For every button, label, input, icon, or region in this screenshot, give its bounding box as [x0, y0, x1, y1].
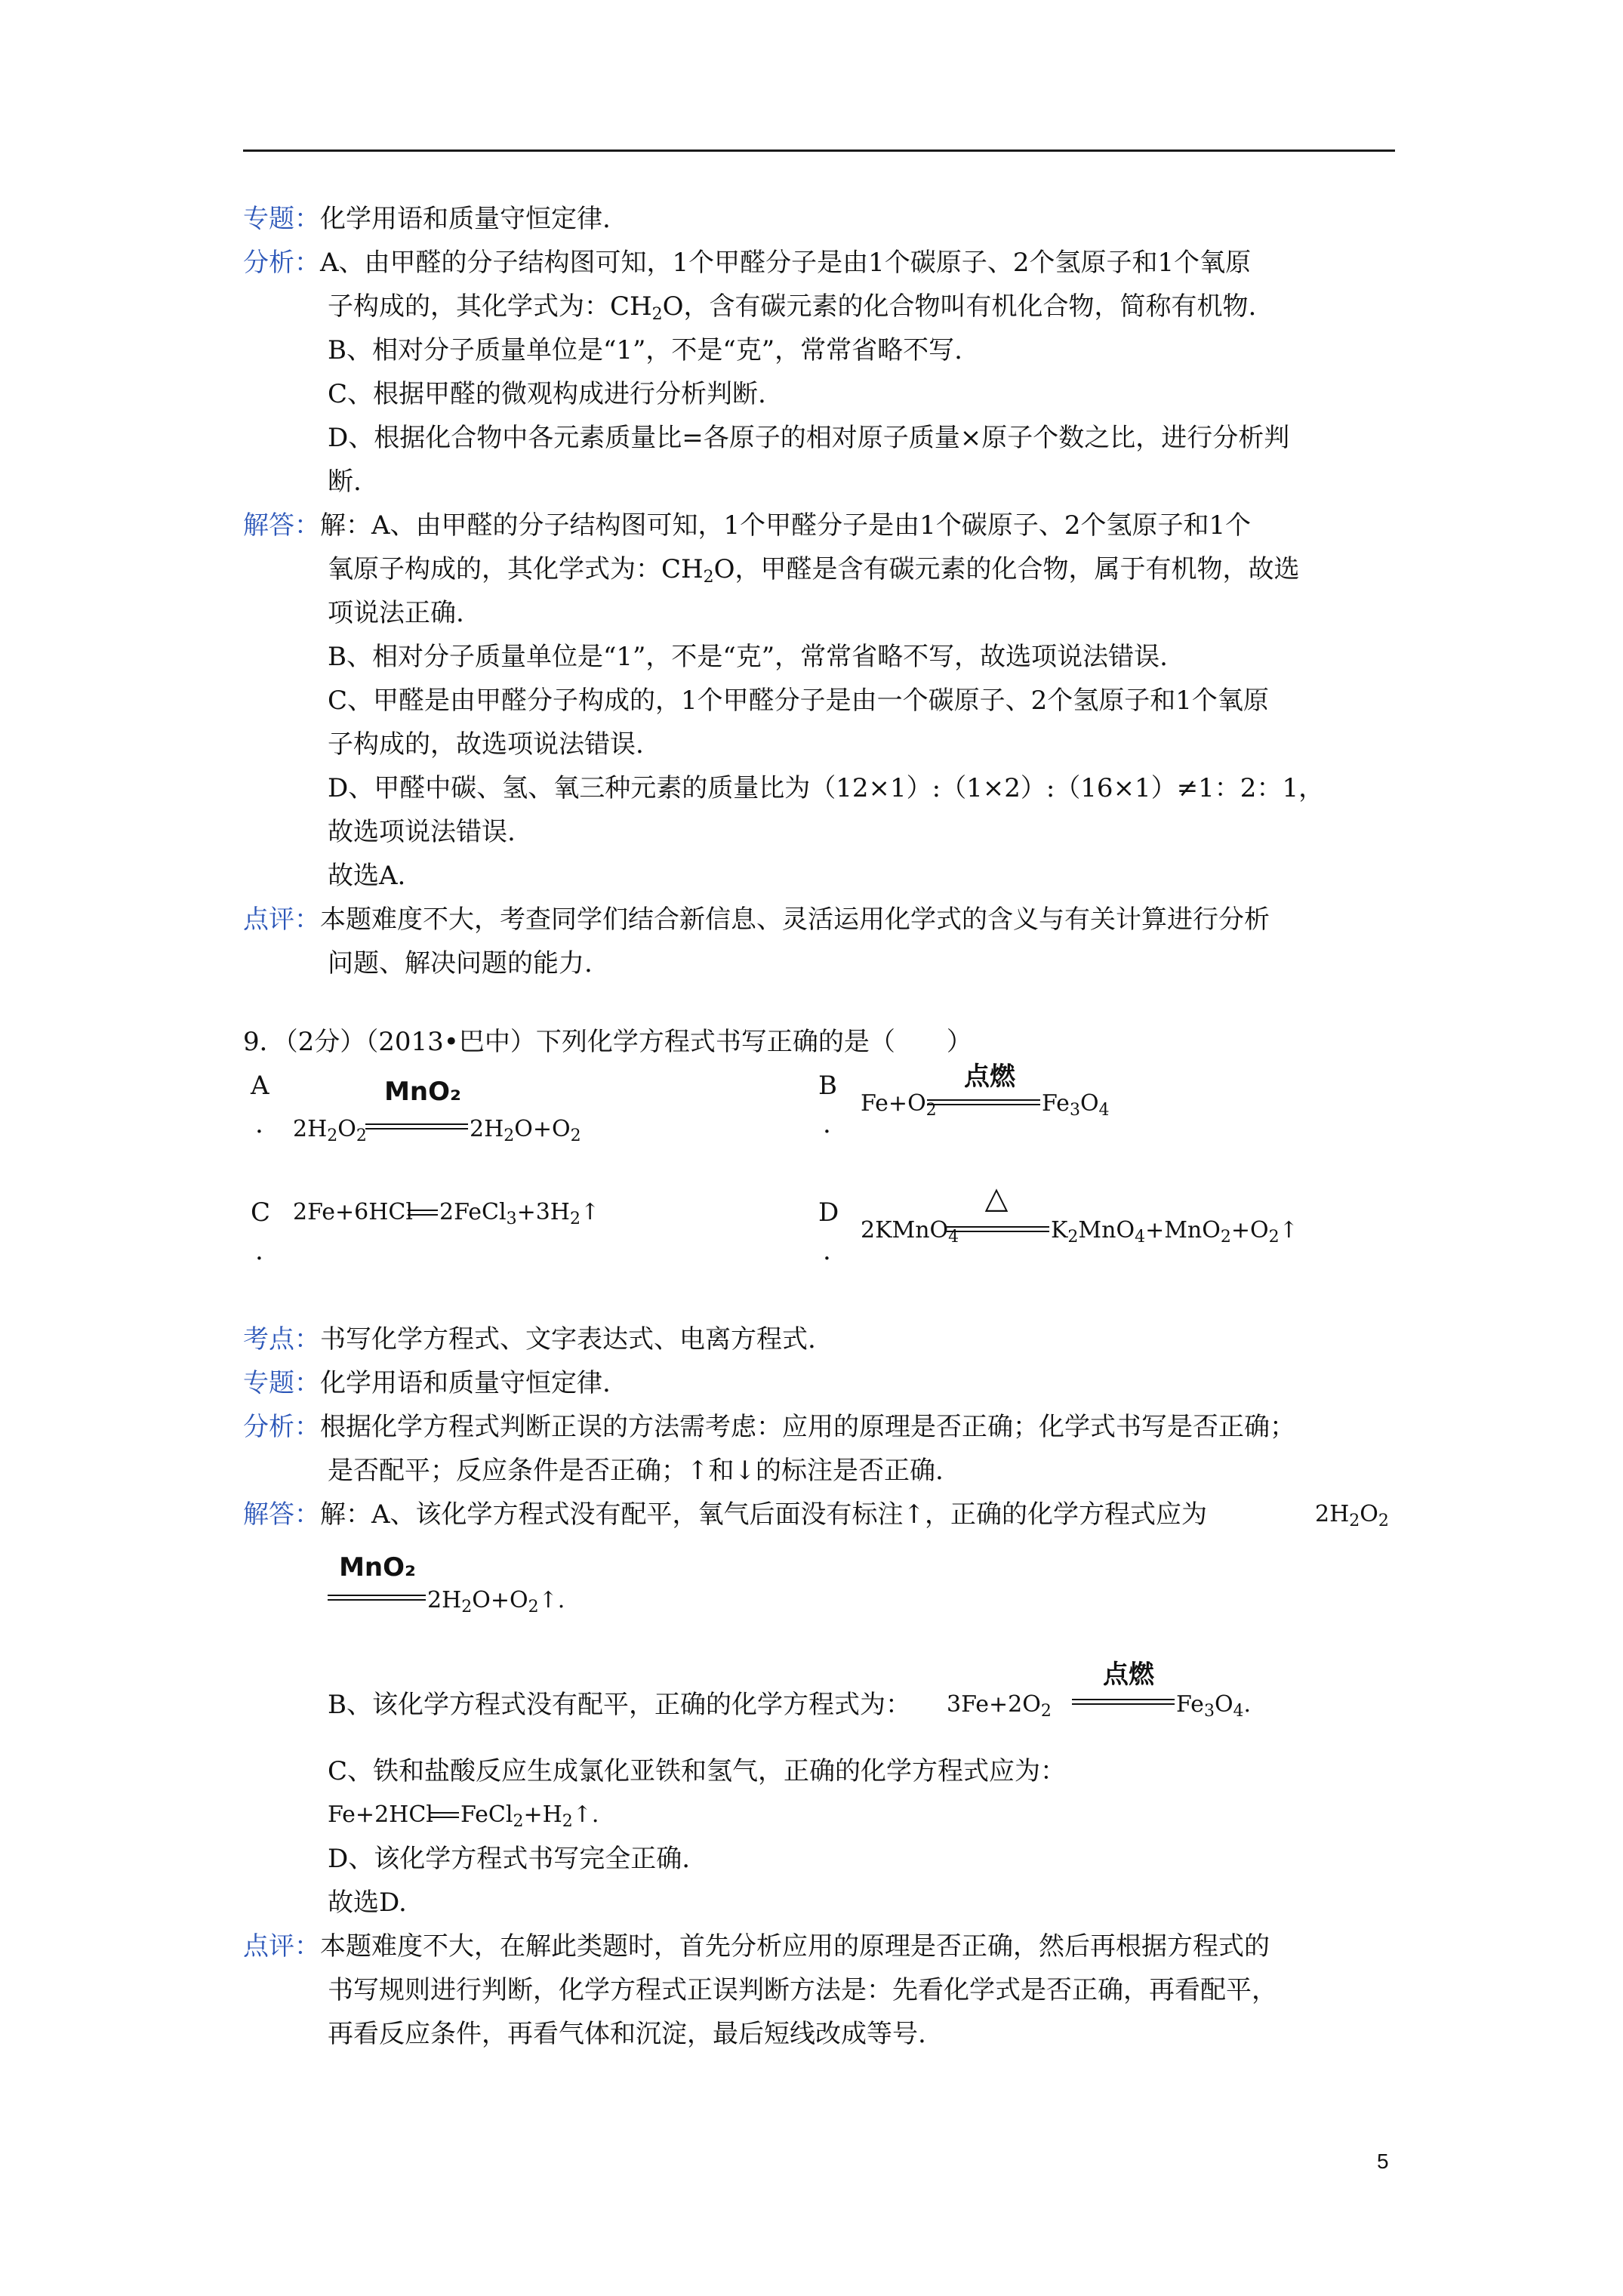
option-c-letter: C: [251, 1197, 271, 1228]
q8-fenxi-line2: 子构成的，其化学式为：$CH_2O$，含有碳元素的化合物叫有机化合物，简称有机物.: [328, 291, 1257, 324]
mno2-condition: MnO₂: [384, 1077, 461, 1107]
q8-dianping-line2: 问题、解决问题的能力.: [328, 948, 593, 978]
kaodian-label: 考点：: [243, 1324, 320, 1354]
q9-kaodian: 考点：书写化学方程式、文字表达式、电离方程式.: [243, 1324, 816, 1354]
q8-jieda-d1: D、甲醛中碳、氢、氧三种元素的质量比为（12×1）:（1×2）:（16×1）≠1：2：1，: [328, 773, 1325, 803]
option-a-letter: A: [251, 1071, 269, 1101]
equals-bar: [408, 1210, 438, 1216]
q8-fenxi-b: B、相对分子质量单位是“1”，不是“克”，常常省略不写.: [328, 335, 962, 365]
jieda-label: 解答：: [243, 1499, 320, 1530]
option-c-lhs: 2Fe+6HCl: [293, 1199, 413, 1225]
q8-jieda-line1: 解答：解：A、由甲醛的分子结构图可知，1个甲醛分子是由1个碳原子、2个氢原子和1个: [243, 510, 1252, 541]
q9-jieda-c-rhs: $FeCl_2+H_2↑$.: [460, 1801, 599, 1831]
q9-jieda-d: D、该化学方程式书写完全正确.: [328, 1844, 691, 1874]
q9-jieda-c-lhs: Fe+2HCl: [328, 1801, 433, 1828]
q9-jieda-b: B、该化学方程式没有配平，正确的化学方程式为：: [328, 1690, 911, 1720]
q9-jieda-line1: 解答：解：A、该化学方程式没有配平，氧气后面没有标注↑，正确的化学方程式应为: [243, 1499, 1208, 1530]
dianran-condition: 点燃: [1103, 1660, 1154, 1690]
q9-dianping-line2: 书写规则进行判断，化学方程式正误判断方法是：先看化学式是否正确，再看配平，: [328, 1975, 1277, 2005]
q9-dianping-line3: 再看反应条件，再看气体和沉淀，最后短线改成等号.: [328, 2019, 926, 2049]
equals-bar: [1072, 1699, 1175, 1705]
equals-bar: [927, 1099, 1040, 1105]
option-b-letter: B: [818, 1071, 837, 1101]
option-d-rhs: $K_2MnO_4+MnO_2+O_2↑$: [1051, 1217, 1298, 1247]
option-b-rhs: $Fe_3O_4$: [1042, 1090, 1110, 1120]
q8-jieda-d2: 故选项说法错误.: [328, 817, 516, 847]
q8-jieda-b: B、相对分子质量单位是“1”，不是“克”，常常省略不写，故选项说法错误.: [328, 642, 1168, 672]
q8-jieda-end: 故选A.: [328, 861, 406, 891]
header-rule: [243, 149, 1395, 152]
option-a-lhs: $2H_2O_2$: [293, 1116, 367, 1145]
fenxi-label: 分析：: [243, 248, 320, 278]
option-a-rhs: $2H_2O+O_2$: [470, 1116, 581, 1145]
mno2-condition: MnO₂: [339, 1552, 416, 1583]
q9-jieda-c1: C、铁和盐酸反应生成氯化亚铁和氢气，正确的化学方程式应为：: [328, 1756, 1067, 1786]
dianran-condition: 点燃: [964, 1062, 1015, 1092]
page-number: 5: [1377, 2150, 1389, 2173]
option-c-dot: .: [255, 1236, 263, 1266]
q9-jieda-a-lhs: $2H_2O_2$: [1315, 1501, 1389, 1530]
q8-fenxi-d2: 断.: [328, 467, 362, 497]
q9-jieda-b-lhs: $3Fe+2O_2$: [947, 1691, 1052, 1721]
equals-bar: [429, 1812, 459, 1818]
jieda-label: 解答：: [243, 510, 320, 541]
option-c-rhs: $2FeCl_3+3H_2↑$: [439, 1199, 600, 1228]
heat-condition: △: [984, 1181, 1009, 1216]
q8-jieda-a3: 项说法正确.: [328, 598, 464, 628]
q8-dianping-line1: 点评：本题难度不大，考查同学们结合新信息、灵活运用化学式的含义与有关计算进行分析: [243, 905, 1270, 935]
equals-bar: [947, 1226, 1049, 1232]
option-d-letter: D: [818, 1197, 839, 1228]
equals-bar: [328, 1595, 426, 1601]
option-d-lhs: 2KMnO$_4$: [861, 1217, 959, 1247]
option-d-dot: .: [823, 1236, 831, 1266]
zhuanti-label: 专题：: [243, 204, 320, 234]
q9-jieda-end: 故选D.: [328, 1888, 407, 1918]
option-b-dot: .: [823, 1109, 831, 1139]
q9-fenxi-line2: 是否配平；反应条件是否正确；↑和↓的标注是否正确.: [328, 1456, 944, 1486]
equals-bar: [365, 1123, 468, 1130]
q8-jieda-c1: C、甲醛是由甲醛分子构成的，1个甲醛分子是由一个碳原子、2个氢原子和1个氧原: [328, 686, 1269, 716]
fenxi-label: 分析：: [243, 1412, 320, 1442]
q8-fenxi-c: C、根据甲醛的微观构成进行分析判断.: [328, 379, 766, 409]
q9-dianping-line1: 点评：本题难度不大，在解此类题时，首先分析应用的原理是否正确，然后再根据方程式的: [243, 1931, 1270, 1962]
q8-jieda-c2: 子构成的，故选项说法错误.: [328, 729, 644, 760]
zhuanti-label: 专题：: [243, 1368, 320, 1398]
q9-stem: 9．（2分）（2013•巴中）下列化学方程式书写正确的是（ ）: [243, 1027, 972, 1057]
option-b-lhs: $Fe+O_2$: [861, 1090, 937, 1120]
q9-zhuanti: 专题：化学用语和质量守恒定律.: [243, 1368, 611, 1398]
dianping-label: 点评：: [243, 905, 320, 935]
option-a-dot: .: [255, 1109, 263, 1139]
q9-jieda-a-rhs: $2H_2O+O_2↑$.: [427, 1587, 565, 1616]
q8-fenxi-line1: 分析：A、由甲醛的分子结构图可知，1个甲醛分子是由1个碳原子、2个氢原子和1个氧原: [243, 248, 1252, 278]
q8-fenxi-d1: D、根据化合物中各元素质量比=各原子的相对原子质量×原子个数之比，进行分析判: [328, 423, 1290, 453]
q9-jieda-b-rhs: $Fe_3O_4$.: [1176, 1691, 1252, 1721]
dianping-label: 点评：: [243, 1931, 320, 1962]
q8-jieda-line2: 氧原子构成的，其化学式为：$CH_2O$，甲醛是含有碳元素的化合物，属于有机物，故选: [328, 554, 1300, 587]
q8-zhuanti: 专题：化学用语和质量守恒定律.: [243, 204, 611, 234]
q9-fenxi-line1: 分析：根据化学方程式判断正误的方法需考虑：应用的原理是否正确；化学式书写是否正确；: [243, 1412, 1295, 1442]
